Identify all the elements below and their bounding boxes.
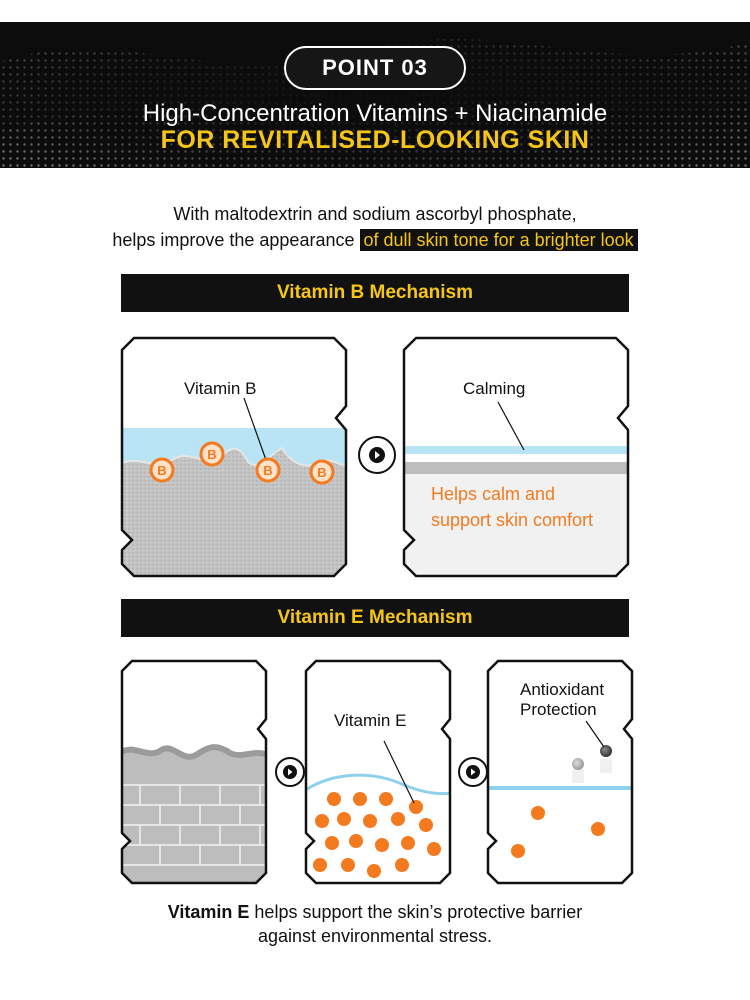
calming-description [431, 481, 593, 533]
intro-line-2-plain: helps improve the appearance [112, 230, 360, 250]
vitamin-b-heading: Vitamin B Mechanism [121, 274, 629, 312]
hero-title: High-Concentration Vitamins + Niacinamide [142, 100, 608, 127]
vitamin-b-label: Vitamin B [184, 379, 257, 398]
intro-line-2 [0, 227, 750, 253]
vitamin-e-panel-3 [486, 659, 634, 885]
calming-skin-illustration [402, 336, 630, 578]
point-badge: POINT 03 [284, 46, 466, 90]
vitamin-e-label: Vitamin E [334, 711, 407, 730]
intro-highlight: of dull skin tone for a brighter look [360, 229, 638, 251]
vitamin-e-panel-1 [120, 659, 268, 885]
vitamin-b-particle [151, 459, 173, 481]
vitamin-b-panel-2 [402, 336, 630, 578]
vitamin-b-panel-1 [120, 336, 348, 578]
antioxidant-label-line-2: Protection [520, 700, 597, 719]
vitamin-e-panel-2 [304, 659, 452, 885]
intro-line-1: With maltodextrin and sodium ascorbyl phosphate, [173, 204, 577, 224]
vitamin-b-badge-letter: B [263, 463, 273, 478]
calming-description-line-2: support skin comfort [431, 510, 594, 530]
vitamin-b-badge-letter: B [157, 463, 167, 478]
footer-line-1 [0, 900, 750, 924]
damaged-skin-barrier-illustration [120, 659, 268, 885]
antioxidant-label-line-1: Antioxidant [520, 680, 605, 699]
hero-subtitle: FOR REVITALISED-LOOKING SKIN [160, 126, 590, 154]
calming-label: Calming [463, 379, 526, 398]
vitamin-b-badge-letter: B [317, 465, 327, 480]
vitamin-e-heading: Vitamin E Mechanism [121, 599, 629, 637]
play-arrow-icon [465, 764, 481, 780]
footer-text [0, 900, 750, 948]
calming-description-line-1: Helps calm and [431, 484, 556, 504]
vitamin-b-skin-illustration [120, 336, 348, 578]
play-arrow-icon [368, 446, 386, 464]
next-step-button [275, 757, 305, 787]
next-step-button [358, 436, 396, 474]
footer-line-2: against environmental stress. [257, 926, 493, 946]
vitamin-b-particle [311, 461, 333, 483]
footer-line-1-rest: helps support the skin’s protective barrier [249, 902, 583, 922]
vitamin-e-absorption-illustration [304, 659, 452, 885]
antioxidant-label [520, 680, 604, 720]
vitamin-b-particle [201, 443, 223, 465]
footer-bold: Vitamin E [167, 902, 250, 922]
hero-banner [0, 22, 750, 168]
next-step-button [458, 757, 488, 787]
vitamin-b-badge-letter: B [207, 447, 217, 462]
intro-text [0, 201, 750, 253]
play-arrow-icon [282, 764, 298, 780]
vitamin-b-particle [257, 459, 279, 481]
